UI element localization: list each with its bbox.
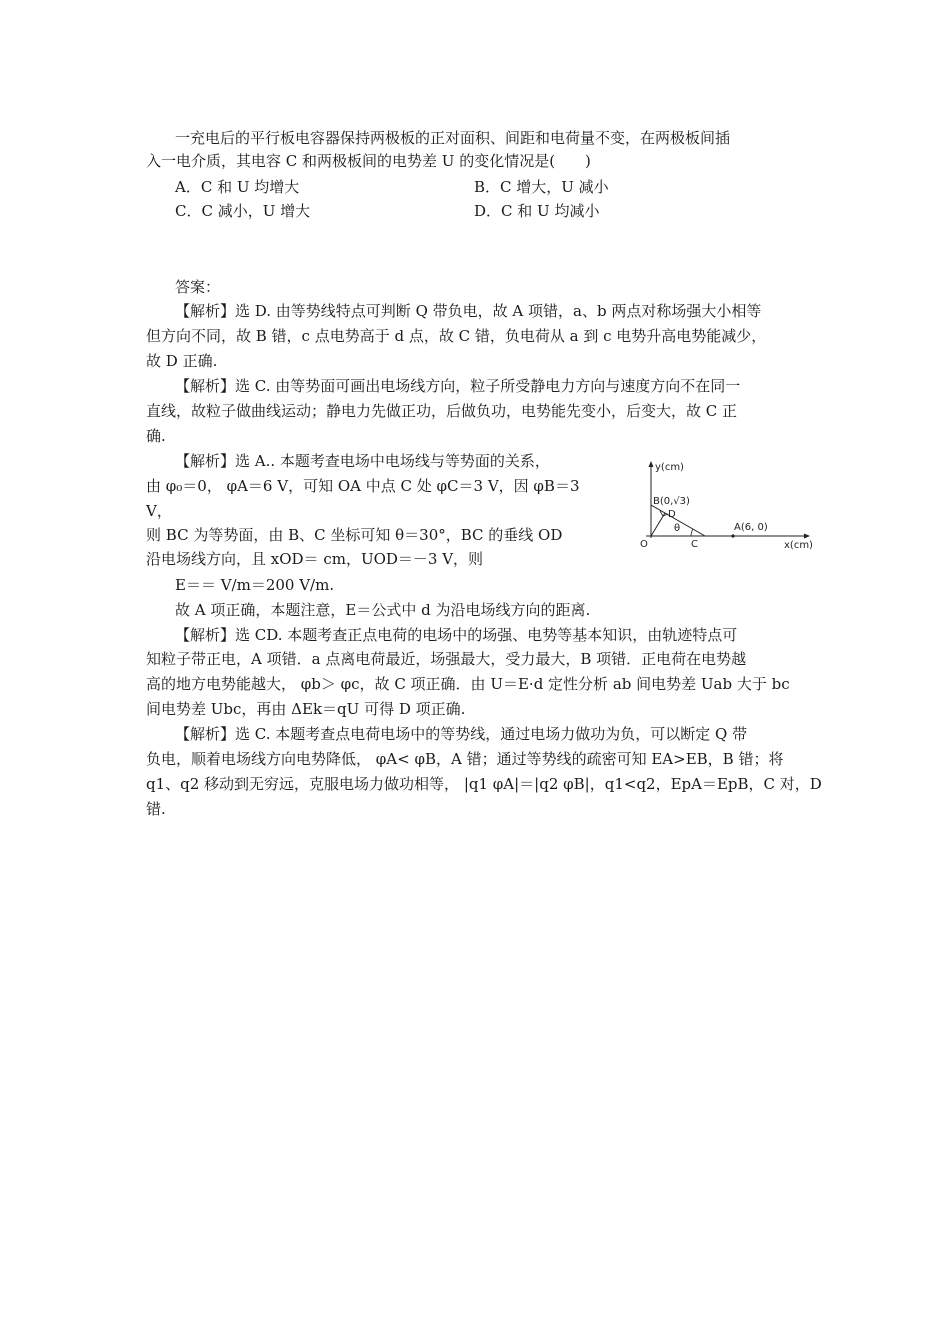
analysis-3-line: V， <box>146 502 172 520</box>
analysis-3-line: 则 BC 为等势面，由 B、C 坐标可知 θ＝30°，BC 的垂线 OD <box>146 526 563 544</box>
analysis-1-line: 但方向不同，故 B 错，c 点电势高于 d 点，故 C 错，负电荷从 a 到 c 电势升高电势能减少， <box>146 327 767 345</box>
analysis-5-line: 【解析】选 C. 本题考查点电荷电场中的等势线，通过电场力做功为负，可以断定 Q 带 <box>175 725 748 743</box>
point-o-label: O <box>640 539 648 550</box>
coordinate-diagram <box>634 458 814 553</box>
x-axis-label: x(cm) <box>784 540 813 551</box>
point-a-dot <box>731 534 734 537</box>
point-a-label: A(6, 0) <box>734 522 768 533</box>
angle-label: θ <box>674 523 681 534</box>
analysis-3-line: 【解析】选 A.. 本题考查电场中电场线与等势面的关系， <box>175 452 550 470</box>
analysis-2-line: 确. <box>146 427 166 445</box>
analysis-4-line: 间电势差 Ubc，再由 ΔEk＝qU 可得 D 项正确. <box>146 700 466 718</box>
analysis-5-line: 负电，顺着电场线方向电势降低， φA< φB，A 错；通过等势线的疏密可知 EA>EB，B 错；将 <box>146 750 784 768</box>
analysis-4-line: 高的地方电势能越大， φb＞ φc，故 C 项正确．由 U＝E·d 定性分析 ab 间电势差 Uab 大于 bc <box>146 675 790 693</box>
option-c: C．C 减小，U 增大 <box>175 202 311 220</box>
point-b-label: B(0,√3) <box>653 496 690 507</box>
angle-arc <box>691 529 693 536</box>
x-axis-arrow-icon <box>804 534 810 539</box>
analysis-1-line: 【解析】选 D. 由等势线特点可判断 Q 带负电，故 A 项错，a、b 两点对称场强大小相等 <box>175 302 762 320</box>
y-axis-arrow-icon <box>649 461 654 467</box>
analysis-3-line: 由 φ₀＝0， φA＝6 V，可知 OA 中点 C 处 φC＝3 V，因 φB＝3 <box>146 477 580 495</box>
analysis-2-line: 【解析】选 C. 由等势面可画出电场线方向，粒子所受静电力方向与速度方向不在同一 <box>175 377 741 395</box>
analysis-3-line: 故 A 项正确，本题注意，E＝公式中 d 为沿电场线方向的距离. <box>175 601 591 619</box>
analysis-3-line: E＝＝ V/m＝200 V/m. <box>175 576 335 594</box>
analysis-4-line: 【解析】选 CD. 本题考查正点电荷的电场中的场强、电势等基本知识，由轨迹特点可 <box>175 626 738 644</box>
analysis-4-line: 知粒子带正电，A 项错．a 点离电荷最近，场强最大，受力最大，B 项错．正电荷在电势越 <box>146 650 747 668</box>
option-a: A．C 和 U 均增大 <box>175 178 300 196</box>
point-c-label: C <box>691 539 698 550</box>
option-b: B．C 增大，U 减小 <box>474 178 609 196</box>
analysis-3-line: 沿电场线方向，且 xOD＝ cm，UOD＝－3 V，则 <box>146 550 484 568</box>
y-axis-label: y(cm) <box>655 462 684 473</box>
point-d-label: D <box>668 509 676 520</box>
analysis-5-line: q1、q2 移动到无穷远，克服电场力做功相等， |q1 φA|＝|q2 φB|，q1<q2，EpA＝EpB，C 对，D <box>146 775 822 793</box>
answer-heading: 答案： <box>175 278 221 296</box>
analysis-5-line: 错. <box>146 800 166 818</box>
analysis-1-line: 故 D 正确. <box>146 352 218 370</box>
question-line-1: 一充电后的平行板电容器保持两极板的正对面积、间距和电荷量不变，在两极板间插 <box>175 129 731 147</box>
question-line-2: 入一电介质，其电容 C 和两极板间的电势差 U 的变化情况是( ) <box>146 152 591 170</box>
analysis-2-line: 直线，故粒子做曲线运动；静电力先做正功，后做负功，电势能先变小，后变大，故 C 正 <box>146 402 738 420</box>
option-d: D．C 和 U 均减小 <box>474 202 600 220</box>
